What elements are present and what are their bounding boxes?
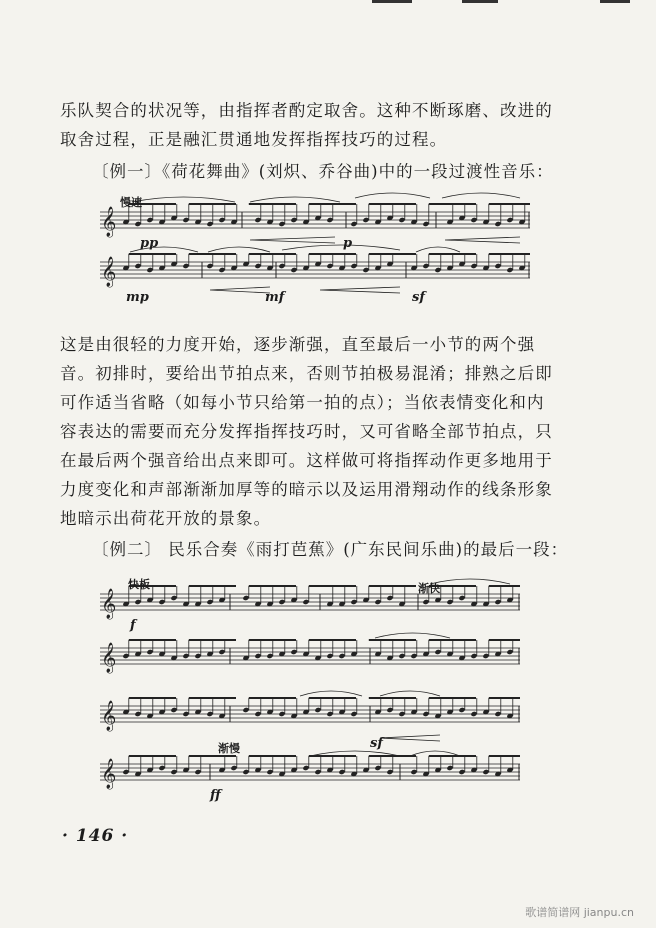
crescendo-hairpin xyxy=(210,287,270,293)
example-1-title: 〔例一〕《荷花舞曲》(刘炽、乔谷曲)中的一段过渡性音乐： xyxy=(92,162,554,181)
paragraph-2-line: 地暗示出荷花开放的景象。 xyxy=(60,509,272,528)
dynamic-marking: sf xyxy=(370,736,383,751)
page-number: · 146 · xyxy=(62,826,129,846)
paragraph-1-line: 乐队契合的状况等，由指挥者酌定取舍。这种不断琢磨、改进的 xyxy=(60,101,553,120)
paragraph-2-line: 可作适当省略（如每小节只给第一拍的点）；当依表情变化和内 xyxy=(60,393,545,412)
top-rule-left xyxy=(372,0,412,3)
crescendo-hairpin xyxy=(250,237,335,243)
slur xyxy=(430,579,510,584)
dynamic-marking: pp xyxy=(140,236,159,251)
dynamic-marking: mf xyxy=(265,290,285,305)
dynamic-marking: sf xyxy=(412,290,425,305)
treble-clef: 𝄞 xyxy=(101,643,117,673)
paragraph-1-line: 取舍过程，正是融汇贯通地发挥指挥技巧的过程。 xyxy=(60,130,448,149)
slur xyxy=(132,197,235,202)
paragraph-2 xyxy=(60,330,560,533)
crescendo-hairpin xyxy=(320,287,400,293)
paragraph-2-line: 音。初排时，要给出节拍点来，否则节拍极易混淆；排熟之后即 xyxy=(60,364,553,383)
example-2-title: 〔例二〕 民乐合奏《雨打芭蕉》(广东民间乐曲)的最后一段： xyxy=(92,540,569,559)
slur xyxy=(416,247,460,252)
dynamic-marking: p xyxy=(343,236,353,251)
paragraph-2-line: 在最后两个强音给出点来即可。这样做可将指挥动作更多地用于 xyxy=(60,451,553,470)
treble-clef: 𝄞 xyxy=(101,589,117,619)
slur xyxy=(250,197,340,202)
top-rule-right xyxy=(600,0,630,3)
paragraph-2-line: 容表达的需要而充分发挥指挥技巧时，又可省略全部节拍点，只 xyxy=(60,422,553,441)
tempo-marking: 渐慢 xyxy=(218,742,240,755)
tempo-marking: 快板 xyxy=(128,578,150,591)
dynamic-marking: f xyxy=(130,618,136,633)
slur xyxy=(355,193,430,198)
treble-clef: 𝄞 xyxy=(101,207,117,237)
crescendo-hairpin xyxy=(445,237,520,243)
example-1-score xyxy=(100,188,530,308)
slur xyxy=(442,193,520,198)
crescendo-hairpin xyxy=(380,735,440,741)
paragraph-2-line: 力度变化和声部渐渐加厚等的暗示以及运用滑翔动作的线条形象 xyxy=(60,480,553,499)
tempo-marking: 慢速 xyxy=(120,196,142,209)
slur xyxy=(300,691,362,696)
treble-clef: 𝄞 xyxy=(101,759,117,789)
treble-clef: 𝄞 xyxy=(101,257,117,287)
paragraph-2-line: 这是由很轻的力度开始，逐步渐强，直至最后一小节的两个强 xyxy=(60,335,536,354)
tempo-marking: 渐快 xyxy=(418,582,440,595)
example-1-notation xyxy=(100,188,530,308)
example-2-score xyxy=(100,572,520,812)
dynamic-marking: ff xyxy=(210,788,221,803)
slur xyxy=(380,691,440,696)
dynamic-marking: mp xyxy=(126,290,149,305)
example-2-notation xyxy=(100,572,520,812)
top-rule-middle xyxy=(462,0,498,3)
slur xyxy=(282,245,400,250)
watermark: 歌谱简谱网 jianpu.cn xyxy=(525,906,634,919)
slur xyxy=(375,633,450,638)
treble-clef: 𝄞 xyxy=(101,701,117,731)
paragraph-1 xyxy=(60,96,560,154)
slur xyxy=(208,247,270,252)
